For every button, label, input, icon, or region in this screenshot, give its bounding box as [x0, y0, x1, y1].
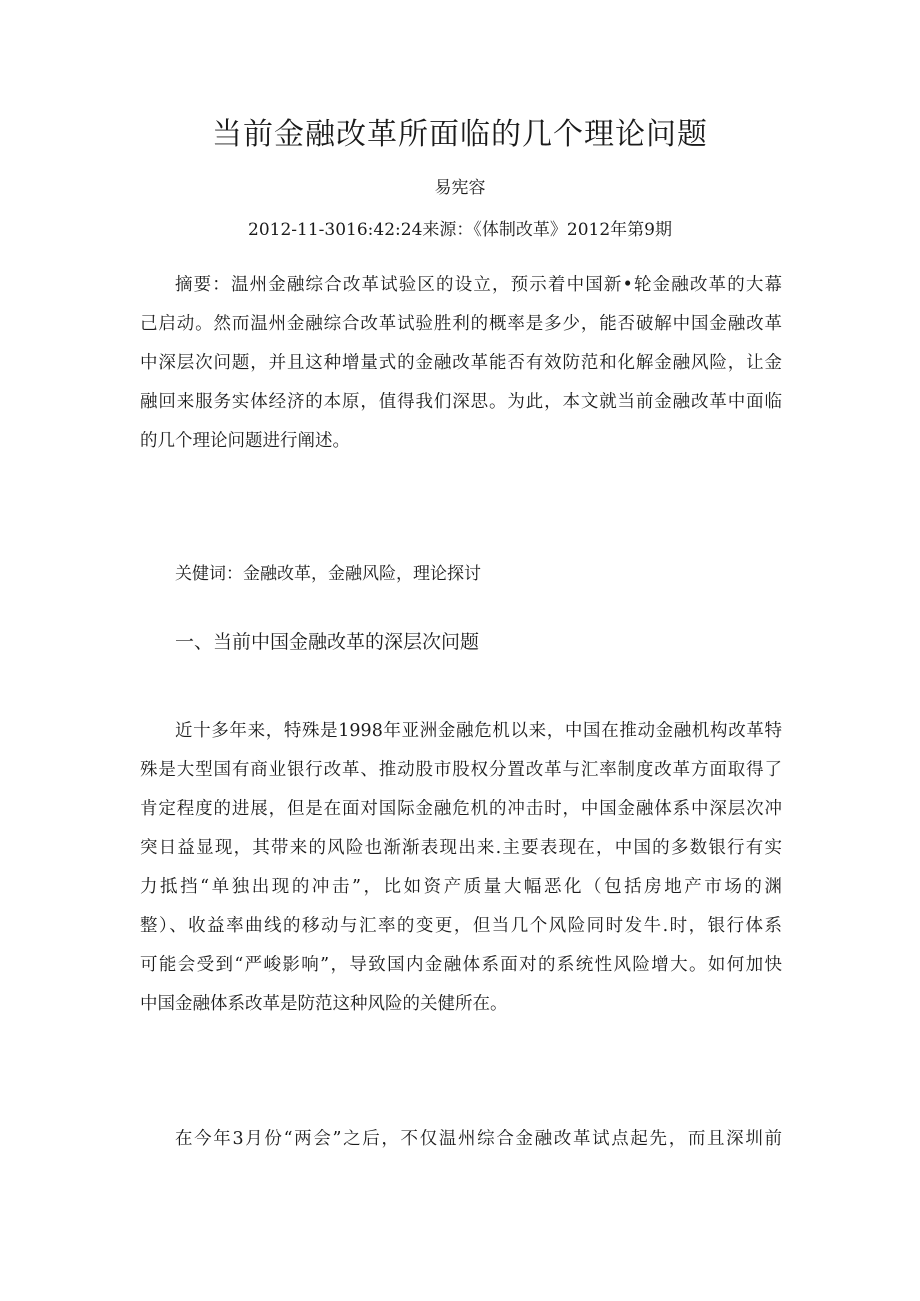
abstract-line: 中深层次问题，并且这种增量式的金融改革能否有效防范和化解金融风险，让金	[140, 353, 782, 373]
paragraph-line: 突日益显现，其带来的风险也渐渐表现出来.主要表现在，中国的多数银行有实	[140, 838, 782, 858]
paragraph-line: 殊是大型国有商业银行改革、推动股市股权分置改革与汇率制度改革方面取得了	[140, 760, 782, 780]
paragraph-line: 整）、收益率曲线的移动与汇率的变更，但当几个风险同时发牛.时，银行体系	[140, 916, 782, 936]
paragraph-line: 中国金融体系改革是防范这种风险的关健所在。	[140, 994, 508, 1014]
abstract-paragraph	[140, 266, 782, 461]
paragraph-line: 近十多年来，特殊是1998年亚洲金融危机以来，中国在推动金融机构改革特	[175, 721, 782, 741]
paragraph-line: 肯定程度的进展，但是在面对国际金融危机的冲击时，中国金融体系中深层次冲	[140, 799, 782, 819]
body-paragraph-2	[140, 1120, 782, 1159]
abstract-line: 的几个理论问题进行阐述。	[140, 431, 350, 451]
abstract-line: 摘要：温州金融综合改革试验区的设立，预示着中国新•轮金融改革的大幕	[175, 275, 782, 295]
publication-meta: 2012-11-3016:42:24来源：《体制改革》2012年第9期	[248, 220, 672, 240]
abstract-line: 己启动。然而温州金融综合改革试验胜利的概率是多少，能否破解中国金融改革	[140, 314, 782, 334]
paragraph-line: 力抵挡“单独出现的冲击”，比如资产质量大幅恶化（包括房地产市场的渊	[140, 877, 782, 897]
author-name: 易宪容	[434, 178, 486, 198]
paragraph-line: 在今年3月份“两会”之后，不仅温州综合金融改革试点起先，而且深圳前	[175, 1129, 782, 1149]
document-title: 当前金融改革所面临的几个理论问题	[212, 117, 708, 152]
keywords-text: 金融改革，金融风险，理论探讨	[243, 564, 481, 584]
section-heading: 一、当前中国金融改革的深层次问题	[175, 631, 480, 653]
body-paragraph-1	[140, 712, 782, 1024]
keywords-label: 关健词：	[175, 564, 243, 584]
paragraph-line: 可能会受到“严峻影响”，导致国内金融体系面对的系统性风险增大。如何加快	[140, 955, 782, 975]
abstract-line: 融回来服务实体经济的本原，值得我们深思。为此，本文就当前金融改革中面临	[140, 392, 782, 412]
keywords	[175, 560, 481, 588]
